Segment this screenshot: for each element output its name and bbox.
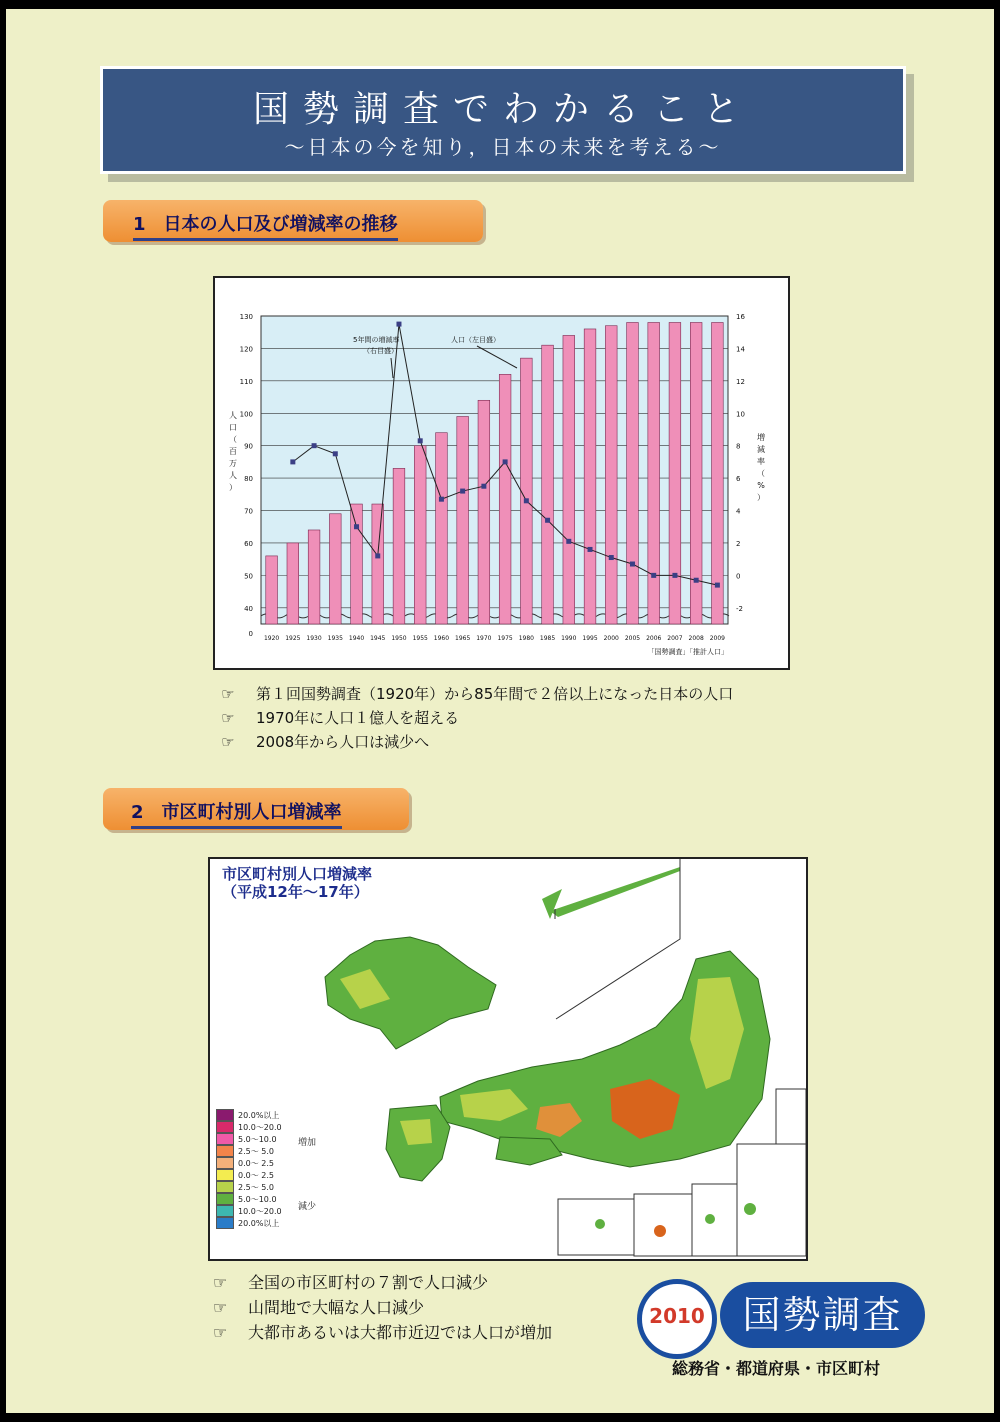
legend-item (216, 1193, 282, 1205)
footer-organizations: 総務省・都道府県・市区町村 (672, 1359, 881, 1378)
pointing-hand-icon: ☞ (212, 1323, 228, 1342)
y-right-tick-label: 12 (736, 377, 745, 386)
population-bar (521, 358, 533, 624)
population-chart-svg (215, 278, 788, 668)
inset-boundary (556, 859, 680, 1019)
section-heading-1 (103, 200, 483, 242)
legend-item (216, 1109, 282, 1121)
growth-rate-point (524, 498, 529, 503)
map-title: 市区町村別人口増減率 （平成12年～17年） (222, 865, 373, 901)
y-right-axis-label: 増 (757, 433, 765, 442)
legend-label: 5.0〜10.0 (238, 1134, 277, 1144)
x-tick-label: 1985 (539, 635, 556, 642)
y-right-axis-label: （ (757, 469, 765, 478)
island (595, 1219, 605, 1229)
pointing-hand-icon: ☞ (221, 685, 235, 703)
y-left-axis-label: 口 (229, 423, 237, 432)
island (744, 1203, 756, 1215)
inset-box (737, 1144, 806, 1256)
pointing-hand-icon: ☞ (212, 1273, 228, 1292)
legend-swatch (216, 1133, 234, 1145)
y-right-tick-label: 14 (736, 345, 745, 354)
x-tick-label: 1975 (497, 635, 513, 642)
pointing-hand-icon: ☞ (221, 709, 235, 727)
y-left-axis-label: 百 (229, 447, 237, 456)
legend-item (216, 1181, 282, 1193)
legend-label: 2.5〜 5.0 (238, 1146, 274, 1156)
legend-label: 5.0〜10.0 (238, 1194, 277, 1204)
x-tick-label: 1960 (433, 635, 450, 642)
population-bar (436, 433, 448, 624)
population-bar (669, 322, 681, 624)
list-item: ☞ 第１回国勢調査（1920年）から85年間で２倍以上になった日本の人口 (218, 682, 733, 706)
population-change-map (208, 857, 808, 1261)
section-heading-2-label: 2 市区町村別人口増減率 (131, 798, 342, 829)
census-logo-text: 国勢調査 (720, 1282, 925, 1348)
island (705, 1214, 715, 1224)
legend-label: 10.0〜20.0 (238, 1206, 282, 1216)
population-bar (627, 322, 639, 624)
y-left-tick-label: 0 (248, 630, 253, 638)
population-bar (457, 417, 469, 624)
x-tick-label: 2008 (688, 635, 704, 642)
y-left-tick-label: 40 (244, 604, 253, 613)
y-right-tick-label: 2 (736, 539, 741, 548)
population-bar (499, 374, 511, 624)
y-right-axis-label: 減 (757, 445, 765, 454)
x-tick-label: 2000 (603, 635, 619, 642)
y-left-tick-label: 100 (239, 410, 253, 419)
y-left-tick-label: 130 (239, 313, 253, 321)
census-logo-emblem (637, 1279, 717, 1359)
legend-label: 10.0〜20.0 (238, 1122, 282, 1132)
population-bar (648, 322, 660, 624)
y-left-axis-label: （ (229, 435, 237, 444)
growth-rate-point (630, 562, 635, 567)
legend-swatch (216, 1157, 234, 1169)
population-bar (542, 345, 554, 624)
legend-item (216, 1145, 282, 1157)
legend-increase-label: 増加 (298, 1138, 317, 1148)
legend-swatch (216, 1169, 234, 1181)
kuril-islands (550, 867, 680, 917)
legend-decrease-label: 減少 (298, 1202, 317, 1212)
legend-swatch (216, 1193, 234, 1205)
population-bar (372, 504, 384, 624)
growth-rate-point (694, 578, 699, 583)
y-left-axis-label: 万 (229, 459, 237, 468)
growth-rate-point (651, 573, 656, 578)
legend-swatch (216, 1121, 234, 1133)
legend-item (216, 1157, 282, 1169)
y-right-axis-label: 率 (757, 457, 765, 466)
x-tick-label: 1990 (561, 635, 577, 642)
legend-item (216, 1217, 282, 1229)
x-tick-label: 1980 (518, 635, 534, 642)
y-left-tick-label: 50 (244, 572, 253, 581)
x-tick-label: 1940 (348, 635, 365, 642)
legend-swatch (216, 1181, 234, 1193)
population-bar (329, 514, 341, 624)
x-tick-label: 1945 (370, 635, 386, 642)
x-tick-label: 1955 (412, 635, 428, 642)
y-left-axis-label: ） (229, 483, 237, 492)
x-tick-label: 1995 (582, 635, 598, 642)
growth-rate-point (333, 451, 338, 456)
growth-rate-point (418, 438, 423, 443)
inset-box (776, 1089, 806, 1144)
section-heading-1-label: 1 日本の人口及び増減率の推移 (133, 210, 398, 241)
y-left-tick-label: 110 (239, 377, 253, 386)
growth-rate-point (312, 443, 317, 448)
growth-rate-point (460, 489, 465, 494)
y-left-tick-label: 60 (244, 539, 253, 548)
y-left-axis-label: 人 (229, 411, 237, 420)
population-bar (563, 335, 575, 624)
population-bar (605, 326, 617, 624)
legend-label: 20.0%以上 (238, 1218, 280, 1228)
annotation-rate-label: 5年間の増減率 (353, 336, 400, 344)
population-bar (287, 543, 299, 624)
y-right-tick-label: 16 (736, 313, 745, 321)
population-bar (308, 530, 320, 624)
x-tick-label: 1935 (327, 635, 343, 642)
pointing-hand-icon: ☞ (212, 1298, 228, 1317)
growth-rate-point (375, 553, 380, 558)
growth-rate-point (609, 555, 614, 560)
y-left-tick-label: 80 (244, 475, 253, 484)
list-item: ☞ 2008年から人口は減少へ (218, 730, 733, 754)
legend-label: 20.0%以上 (238, 1110, 280, 1120)
section-heading-2 (103, 788, 409, 830)
annotation-population-label: 人口（左目盛） (451, 336, 500, 344)
legend-item (216, 1133, 282, 1145)
legend-label: 0.0〜 2.5 (238, 1158, 274, 1168)
chart-source: 「国勢調査」「推計人口」 (647, 648, 728, 656)
x-tick-label: 2007 (667, 635, 683, 642)
population-bar (393, 468, 405, 624)
legend-swatch (216, 1217, 234, 1229)
y-right-tick-label: 0 (736, 572, 741, 581)
legend-item (216, 1169, 282, 1181)
legend-item (216, 1121, 282, 1133)
inset-box (634, 1194, 692, 1256)
population-bar (478, 400, 490, 624)
population-bar (414, 446, 426, 624)
population-bar (351, 504, 363, 624)
island (654, 1225, 666, 1237)
y-right-tick-label: -2 (736, 604, 743, 613)
y-left-tick-label: 90 (244, 442, 253, 451)
x-tick-label: 1930 (306, 635, 322, 642)
x-tick-label: 1925 (285, 635, 301, 642)
x-tick-label: 1950 (391, 635, 407, 642)
annotation-rate-label: （右目盛） (363, 347, 398, 355)
y-right-tick-label: 8 (736, 442, 741, 451)
x-tick-label: 1920 (263, 635, 280, 642)
page-subtitle: ～日本の今を知り，日本の未来を考える～ (284, 135, 722, 159)
y-right-axis-label: ） (757, 493, 765, 502)
bullet-list-2 (210, 1270, 552, 1345)
growth-rate-point (588, 547, 593, 552)
logo-year: 2010 (649, 1304, 705, 1328)
growth-rate-point (566, 539, 571, 544)
legend-swatch (216, 1109, 234, 1121)
growth-rate-point (439, 497, 444, 502)
y-right-axis-label: % (757, 481, 765, 490)
x-tick-label: 2005 (624, 635, 641, 642)
legend-swatch (216, 1205, 234, 1217)
population-bar (266, 556, 278, 624)
x-tick-label: 1970 (476, 635, 492, 642)
title-banner (100, 66, 906, 174)
growth-rate-point (290, 459, 295, 464)
shikoku-region (496, 1137, 562, 1165)
y-right-tick-label: 10 (736, 410, 745, 419)
population-bar (712, 322, 724, 624)
growth-rate-point (354, 524, 359, 529)
list-item: ☞ 全国の市区町村の７割で人口減少 (210, 1270, 552, 1295)
growth-rate-point (545, 518, 550, 523)
population-chart (213, 276, 790, 670)
x-tick-label: 1965 (455, 635, 471, 642)
growth-rate-point (672, 573, 677, 578)
y-right-tick-label: 6 (736, 475, 741, 484)
population-bar (584, 329, 596, 624)
legend-item (216, 1205, 282, 1217)
legend-label: 2.5〜 5.0 (238, 1182, 274, 1192)
y-left-tick-label: 120 (239, 345, 253, 354)
legend-swatch (216, 1145, 234, 1157)
y-left-axis-label: 人 (229, 471, 237, 480)
growth-rate-point (396, 322, 401, 327)
pointing-hand-icon: ☞ (221, 733, 235, 751)
growth-rate-point (481, 484, 486, 489)
growth-rate-point (503, 459, 508, 464)
y-left-tick-label: 70 (244, 507, 253, 516)
x-tick-label: 2009 (709, 635, 726, 642)
list-item: ☞ 山間地で大幅な人口減少 (210, 1295, 552, 1320)
growth-rate-point (715, 583, 720, 588)
bullet-list-1 (218, 682, 733, 754)
x-tick-label: 2006 (646, 635, 662, 642)
page-title: 国勢調査でわかること (252, 89, 753, 130)
list-item: ☞ 1970年に人口１億人を超える (218, 706, 733, 730)
y-right-tick-label: 4 (736, 507, 741, 516)
legend-label: 0.0〜 2.5 (238, 1170, 274, 1180)
list-item: ☞ 大都市あるいは大都市近辺では人口が増加 (210, 1320, 552, 1345)
map-legend (216, 1109, 282, 1229)
